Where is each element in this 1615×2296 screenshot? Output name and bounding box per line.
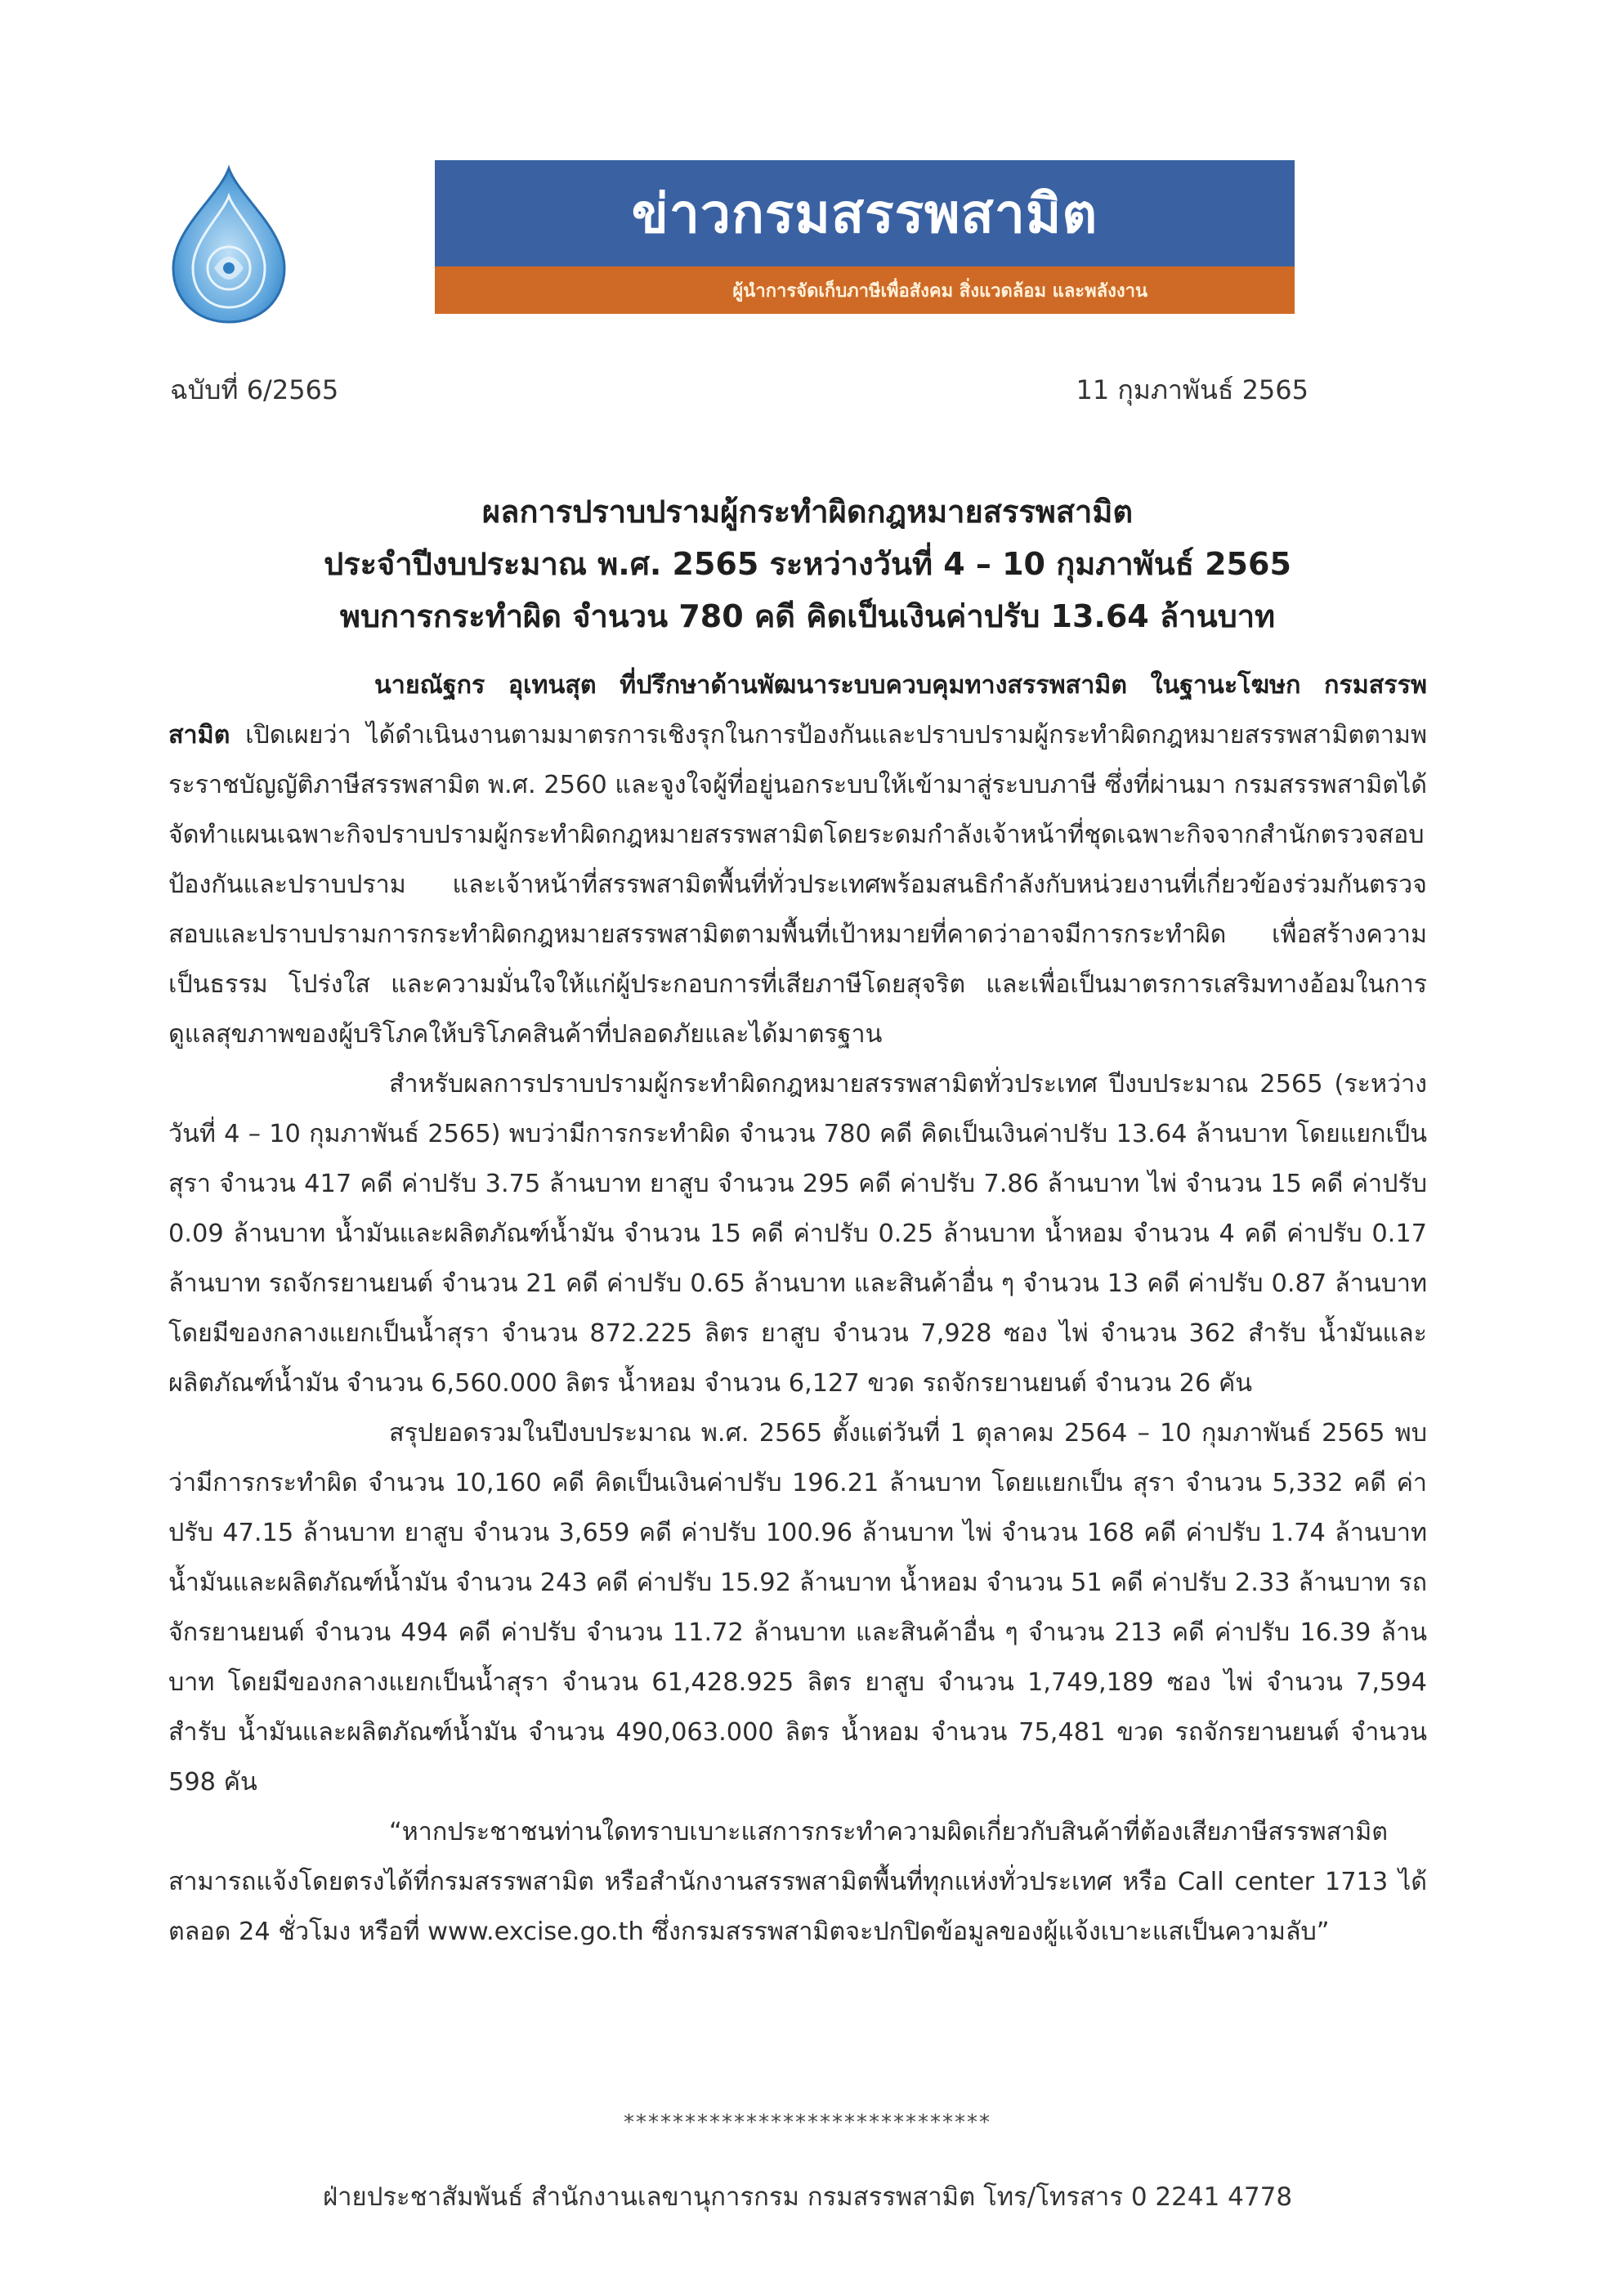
issue-number: ฉบับที่ 6/2565	[170, 374, 339, 405]
paragraph-yearly-summary: สรุปยอดรวมในปีงบประมาณ พ.ศ. 2565 ตั้งแต่วันที่ 1 ตุลาคม 2564 – 10 กุมภาพันธ์ 2565 พบว่ามีการกระทำผิด จำนวน 10,160 คดี คิดเป็นเงินค่าปรับ 196.21 ล้านบาท โดยแยกเป็น สุรา จำนวน 5,332 คดี ค่าปรับ 47.15 ล้านบาท ยาสูบ จำนวน 3,659 คดี ค่าปรับ 100.96 ล้านบาท ไพ่ จำนวน 168 คดี ค่าปรับ 1.74 ล้านบาท น้ำมันและผลิตภัณฑ์น้ำมัน จำนวน 243 คดี ค่าปรับ 15.92 ล้านบาท น้ำหอม จำนวน 51 คดี ค่าปรับ 2.33 ล้านบาท รถจักรยานยนต์ จำนวน 494 คดี ค่าปรับ จำนวน 11.72 ล้านบาท และสินค้าอื่น ๆ จำนวน 213 คดี ค่าปรับ 16.39 ล้านบาท โดยมีของกลางแยกเป็นน้ำสุรา จำนวน 61,428.925 ลิตร ยาสูบ จำนวน 1,749,189 ซอง ไพ่ จำนวน 7,594 สำรับ น้ำมันและผลิตภัณฑ์น้ำมัน จำนวน 490,063.000 ลิตร น้ำหอม จำนวน 75,481 ขวด รถจักรยานยนต์ จำนวน 598 คัน	[168, 1419, 1427, 1797]
footer-contact: ฝ่ายประชาสัมพันธ์ สำนักงานเลขานุการกรม กรมสรรพสามิต โทร/โทรสาร 0 2241 4778	[322, 2182, 1293, 2212]
paragraph-hotline: “หากประชาชนท่านใดทราบเบาะแสการกระทำความผิดเกี่ยวกับสินค้าที่ต้องเสียภาษีสรรพสามิตสามารถแจ้งโดยตรงได้ที่กรมสรรพสามิต หรือสำนักงานสรรพสามิตพื้นที่ทุกแห่งทั่วประเทศ หรือ Call center 1713 ได้ตลอด 24 ชั่วโมง หรือที่ www.excise.go.th ซึ่งกรมสรรพสามิตจะปกปิดข้อมูลของผู้แจ้งเบาะแสเป็นความลับ”	[168, 1818, 1427, 1946]
spokesperson-name: นายณัฐกร อุเทนสุต ที่ปรึกษาด้านพัฒนาระบบควบคุมทางสรรพสามิต ในฐานะโฆษก กรมสรรพสามิต	[168, 671, 1427, 750]
headline-line-2: ประจำปีงบประมาณ พ.ศ. 2565 ระหว่างวันที่ 4 – 10 กุมภาพันธ์ 2565	[324, 546, 1291, 582]
separator: ******************************	[624, 2110, 991, 2135]
excise-department-emblem-icon	[163, 163, 294, 327]
headline-line-3: พบการกระทำผิด จำนวน 780 คดี คิดเป็นเงินค่าปรับ 13.64 ล้านบาท	[339, 598, 1276, 634]
article-body	[168, 660, 1427, 1957]
banner-subtitle: ผู้นำการจัดเก็บภาษีเพื่อสังคม สิ่งแวดล้อม และพลังงาน	[435, 266, 1295, 314]
banner-title: ข่าวกรมสรรพสามิต	[435, 160, 1295, 266]
headline-line-1: ผลการปราบปรามผู้กระทำผิดกฎหมายสรรพสามิต	[481, 494, 1134, 530]
news-banner	[435, 160, 1295, 314]
headline-block	[163, 486, 1452, 642]
paragraph-intro	[168, 660, 1427, 1059]
issue-date: 11 กุมภาพันธ์ 2565	[1076, 374, 1309, 405]
intro-text: เปิดเผยว่า ได้ดำเนินงานตามมาตรการเชิงรุกในการป้องกันและปราบปรามผู้กระทำผิดกฎหมายสรรพสามิตตามพระราชบัญญัติภาษีสรรพสามิต พ.ศ. 2560 และจูงใจผู้ที่อยู่นอกระบบให้เข้ามาสู่ระบบภาษี ซึ่งที่ผ่านมา กรมสรรพสามิตได้จัดทำแผนเฉพาะกิจปราบปรามผู้กระทำผิดกฎหมายสรรพสามิตโดยระดมกำลังเจ้าหน้าที่ชุดเฉพาะกิจจากสำนักตรวจสอบ ป้องกันและปราบปราม และเจ้าหน้าที่สรรพสามิตพื้นที่ทั่วประเทศพร้อมสนธิกำลังกับหน่วยงานที่เกี่ยวข้องร่วมกันตรวจสอบและปราบปรามการกระทำผิดกฎหมายสรรพสามิตตามพื้นที่เป้าหมายที่คาดว่าอาจมีการกระทำผิด เพื่อสร้างความเป็นธรรม โปร่งใส และความมั่นใจให้แก่ผู้ประกอบการที่เสียภาษีโดยสุจริต และเพื่อเป็นมาตรการเสริมทางอ้อมในการดูแลสุขภาพของผู้บริโภคให้บริโภคสินค้าที่ปลอดภัยและได้มาตรฐาน	[168, 721, 1427, 1049]
paragraph-weekly-results: สำหรับผลการปราบปรามผู้กระทำผิดกฎหมายสรรพสามิตทั่วประเทศ ปีงบประมาณ 2565 (ระหว่างวันที่ 4 – 10 กุมภาพันธ์ 2565) พบว่ามีการกระทำผิด จำนวน 780 คดี คิดเป็นเงินค่าปรับ 13.64 ล้านบาท โดยแยกเป็น สุรา จำนวน 417 คดี ค่าปรับ 3.75 ล้านบาท ยาสูบ จำนวน 295 คดี ค่าปรับ 7.86 ล้านบาท ไพ่ จำนวน 15 คดี ค่าปรับ 0.09 ล้านบาท น้ำมันและผลิตภัณฑ์น้ำมัน จำนวน 15 คดี ค่าปรับ 0.25 ล้านบาท น้ำหอม จำนวน 4 คดี ค่าปรับ 0.17 ล้านบาท รถจักรยานยนต์ จำนวน 21 คดี ค่าปรับ 0.65 ล้านบาท และสินค้าอื่น ๆ จำนวน 13 คดี ค่าปรับ 0.87 ล้านบาท โดยมีของกลางแยกเป็นน้ำสุรา จำนวน 872.225 ลิตร ยาสูบ จำนวน 7,928 ซอง ไพ่ จำนวน 362 สำรับ น้ำมันและผลิตภัณฑ์น้ำมัน จำนวน 6,560.000 ลิตร น้ำหอม จำนวน 6,127 ขวด รถจักรยานยนต์ จำนวน 26 คัน	[168, 1070, 1427, 1398]
